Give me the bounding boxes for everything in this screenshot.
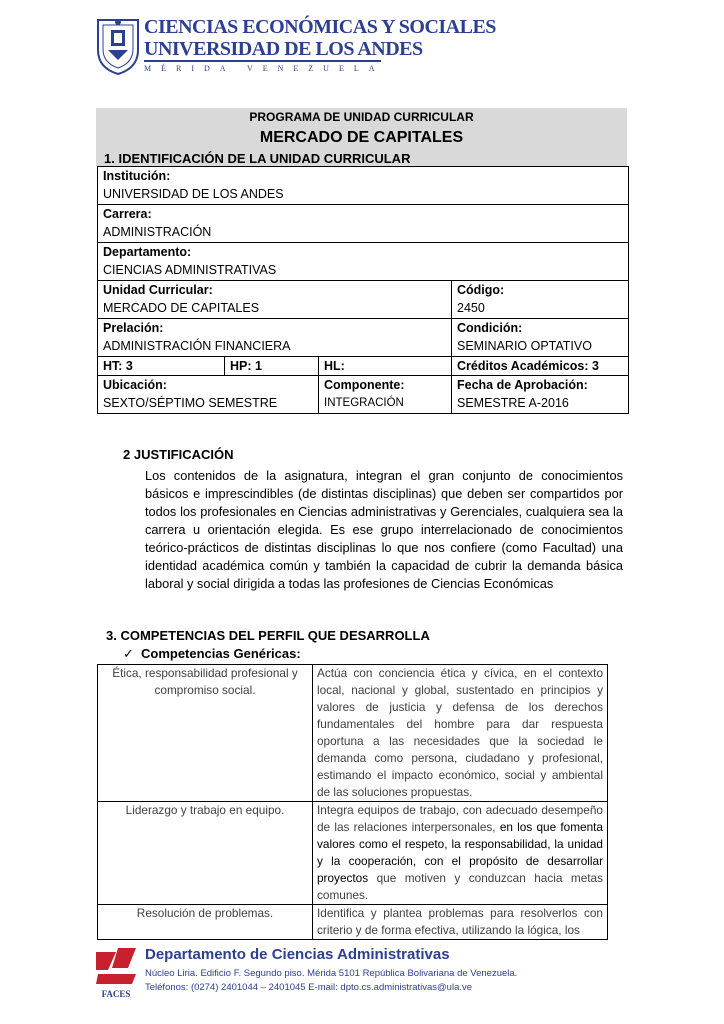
approval-date-cell bbox=[452, 376, 629, 414]
curricular-unit-value: MERCADO DE CAPITALES bbox=[103, 301, 260, 315]
faces-label: FACES bbox=[101, 989, 131, 999]
component-value: INTEGRACIÓN bbox=[324, 397, 404, 409]
generic-competences-subheading bbox=[123, 646, 301, 662]
footer-department: Departamento de Ciencias Administrativas bbox=[145, 946, 450, 963]
justification-paragraph: Los contenidos de la asignatura, integran el gran conjunto de conocimientos básicos e imprescindibles (de distintas disciplinas) que deben ser compartidos por todos los profesionales en Ciencias administrativas y Gerenciales, cualquiera sea la carrera u orientación elegida. Es ese grupo interrelacionado de conocimientos teórico-prácticos de distintas disciplinas lo que nos confiere (como Facultad) una identidad académica común y también la capacidad de cubrir la demanda básica laboral y social dirigida a todas las profesiones de Ciencias Económicas bbox=[145, 468, 623, 591]
career-cell bbox=[98, 205, 629, 243]
component-cell bbox=[319, 376, 452, 414]
checkmark-icon: ✓ bbox=[123, 646, 134, 661]
competence-name: Resolución de problemas. bbox=[98, 905, 313, 940]
table-row bbox=[98, 357, 629, 376]
lab-hours: HL: bbox=[319, 357, 452, 376]
location-cell bbox=[98, 376, 319, 414]
footer-contact: Teléfonos: (0274) 2401044 – 2401045 E-mail: dpto.cs.administrativas@ula.ve bbox=[145, 982, 473, 993]
competence-description: Identifica y plantea problemas para resolverlos con criterio y de forma efectiva, utilizando la lógica, los bbox=[313, 905, 608, 940]
generic-competences-label: Competencias Genéricas: bbox=[141, 646, 301, 661]
prerequisite-label: Prelación: bbox=[103, 321, 164, 335]
competences-table bbox=[97, 664, 608, 940]
table-row bbox=[98, 802, 608, 905]
header-faculty-name: CIENCIAS ECONÓMICAS Y SOCIALES bbox=[144, 16, 496, 38]
table-row bbox=[98, 905, 608, 940]
section2-heading: 2 JUSTIFICACIÓN bbox=[123, 447, 234, 462]
table-row bbox=[98, 243, 629, 281]
academic-credits: Créditos Académicos: 3 bbox=[452, 357, 629, 376]
condition-cell bbox=[452, 319, 629, 357]
competence-description-part: que motiven y conduzcan hacia metas comunes. bbox=[317, 871, 603, 902]
department-value: CIENCIAS ADMINISTRATIVAS bbox=[103, 263, 277, 277]
header-university-name: UNIVERSIDAD DE LOS ANDES bbox=[144, 38, 423, 60]
institution-value: UNIVERSIDAD DE LOS ANDES bbox=[103, 187, 284, 201]
curricular-unit-label: Unidad Curricular: bbox=[103, 283, 213, 297]
approval-date-label: Fecha de Aprobación: bbox=[457, 378, 588, 392]
table-row bbox=[98, 665, 608, 802]
competence-description-part: Integra equipos de trabajo, con adecuado desempeño de las relaciones interpersonales, bbox=[317, 803, 603, 834]
section3-heading: 3. COMPETENCIAS DEL PERFIL QUE DESARROLLA bbox=[106, 628, 430, 643]
prerequisite-cell bbox=[98, 319, 452, 357]
university-seal-icon bbox=[94, 14, 142, 76]
condition-value: SEMINARIO OPTATIVO bbox=[457, 339, 592, 353]
prerequisite-value: ADMINISTRACIÓN FINANCIERA bbox=[103, 339, 291, 353]
competence-name: Liderazgo y trabajo en equipo. bbox=[98, 802, 313, 905]
institution-label: Institución: bbox=[103, 169, 171, 183]
code-value: 2450 bbox=[457, 301, 485, 315]
location-value: SEXTO/SÉPTIMO SEMESTRE bbox=[103, 396, 278, 410]
table-row bbox=[98, 376, 629, 414]
institution-cell bbox=[98, 167, 629, 205]
table-row bbox=[98, 167, 629, 205]
career-value: ADMINISTRACIÓN bbox=[103, 225, 212, 239]
title-band bbox=[96, 108, 627, 166]
table-row bbox=[98, 205, 629, 243]
section1-heading: 1. IDENTIFICACIÓN DE LA UNIDAD CURRICULAR bbox=[104, 151, 411, 166]
practice-hours: HP: 1 bbox=[225, 357, 319, 376]
department-footer bbox=[94, 944, 518, 1000]
location-label: Ubicación: bbox=[103, 378, 167, 392]
code-cell bbox=[452, 281, 629, 319]
header-divider bbox=[144, 60, 381, 62]
university-header bbox=[94, 14, 496, 76]
career-label: Carrera: bbox=[103, 207, 152, 221]
department-cell bbox=[98, 243, 629, 281]
theory-hours: HT: 3 bbox=[98, 357, 225, 376]
condition-label: Condición: bbox=[457, 321, 523, 335]
competence-name: Ética, responsabilidad profesional y compromiso social. bbox=[98, 665, 313, 802]
code-label: Código: bbox=[457, 283, 505, 297]
header-location: MÉRIDA VENEZUELA bbox=[144, 64, 385, 73]
department-label: Departamento: bbox=[103, 245, 192, 259]
identification-table bbox=[97, 166, 629, 414]
competence-description-part: en los que fomenta valores como el respeto, la responsabilidad, la unidad y la cooperación, con el propósito de desarrollar proyectos bbox=[317, 820, 603, 885]
footer-address: Núcleo Liria. Edificio F. Segundo piso. Mérida 5101 República Bolivariana de Venezuela. bbox=[145, 968, 518, 979]
component-label: Componente: bbox=[324, 378, 405, 392]
table-row bbox=[98, 281, 629, 319]
competence-description bbox=[313, 802, 608, 905]
faces-logo-icon bbox=[94, 944, 138, 1000]
approval-date-value: SEMESTRE A-2016 bbox=[457, 396, 569, 410]
table-row bbox=[98, 319, 629, 357]
course-title: MERCADO DE CAPITALES bbox=[259, 129, 464, 146]
curricular-unit-cell bbox=[98, 281, 452, 319]
program-title: PROGRAMA DE UNIDAD CURRICULAR bbox=[249, 110, 474, 124]
competence-description: Actúa con conciencia ética y cívica, en el contexto local, nacional y global, sustentado en principios y valores de justicia y defensa de los derechos fundamentales del hombre para dar respuesta oportuna a las necesidades que la sociedad le demanda como persona, ciudadano y profesional, estimando el impacto económico, social y ambiental de las soluciones propuestas. bbox=[313, 665, 608, 802]
